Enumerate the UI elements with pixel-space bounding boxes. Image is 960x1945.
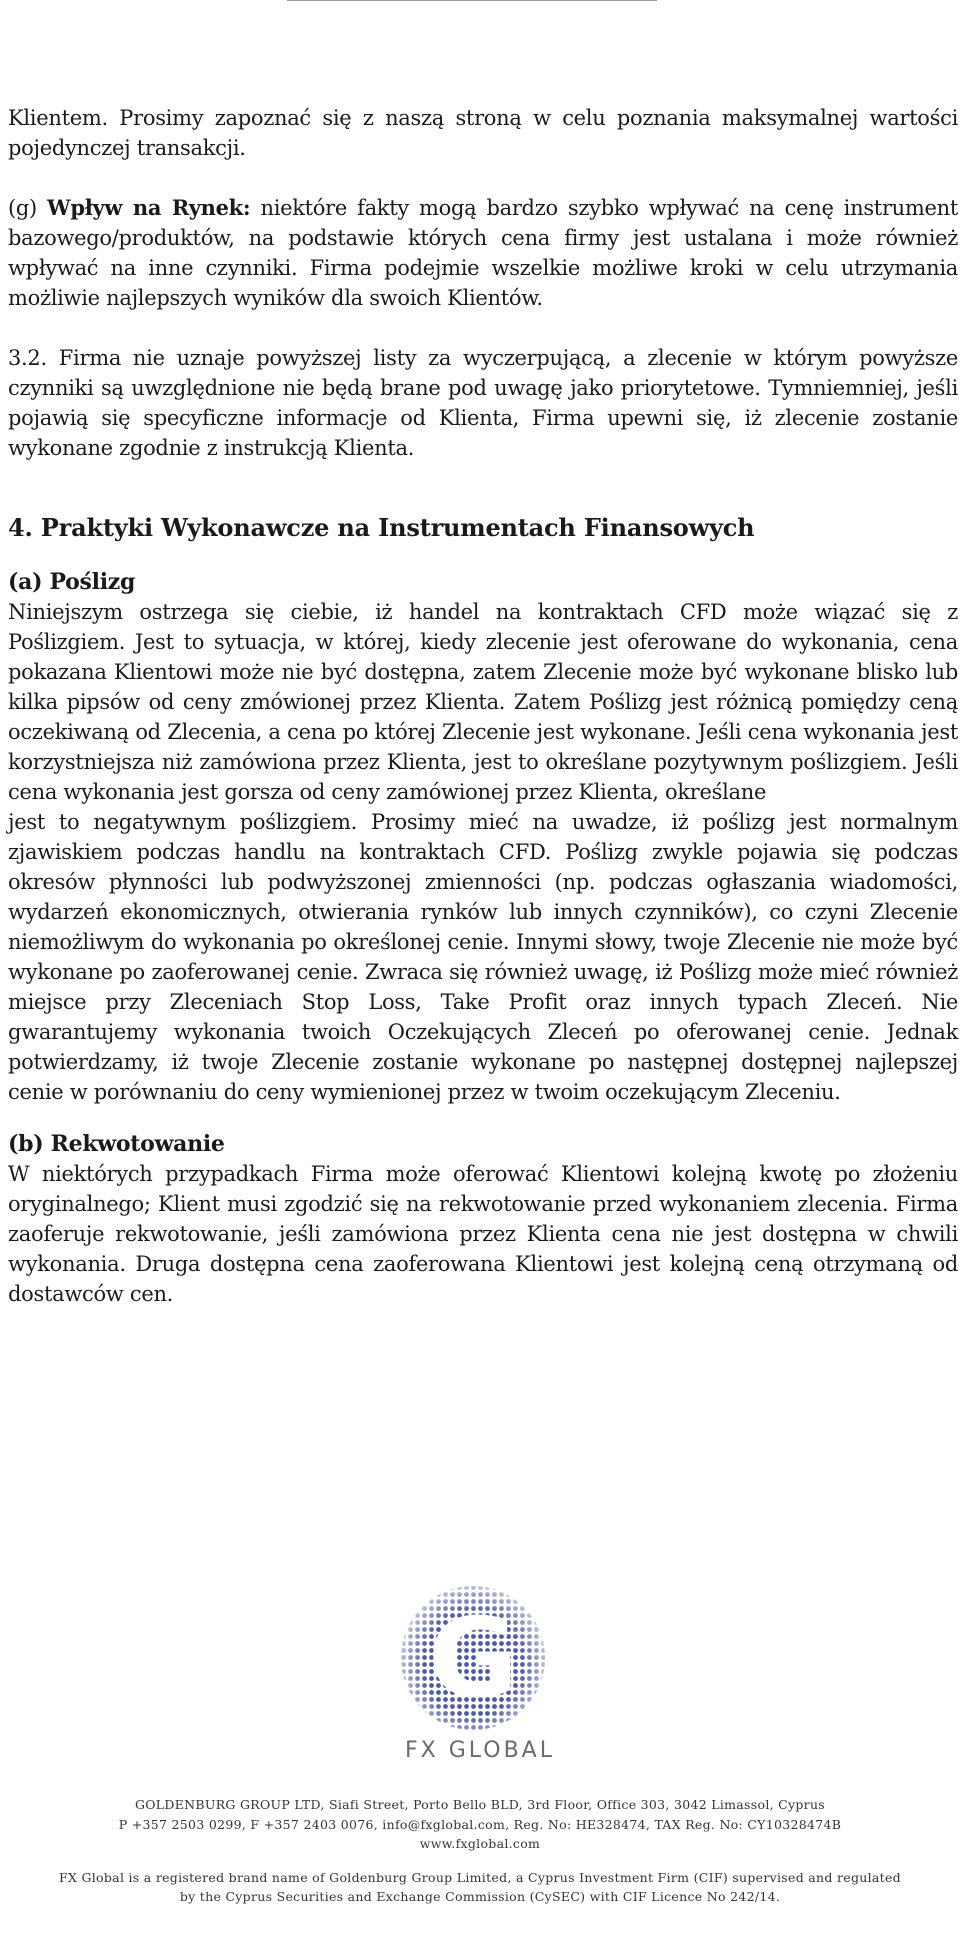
subsection-a-title: (a) Poślizg xyxy=(8,569,136,595)
footer-contact: P +357 2503 0299, F +357 2403 0076, info@fxglobal.com, Reg. No: HE328474, TAX Reg. No: CY10328474B xyxy=(118,1816,842,1832)
footer-regulation-line1: FX Global is a registered brand name of Goldenburg Group Limited, a Cyprus Investment Firm (CIF) supervised and regulated xyxy=(59,1869,901,1885)
footer-address: GOLDENBURG GROUP LTD, Siafi Street, Porto Bello BLD, 3rd Floor, Office 303, 3042 Limassol, Cyprus xyxy=(134,1797,826,1812)
subsection-b-title: (b) Rekwotowanie xyxy=(8,1131,225,1157)
section-4-title: 4. Praktyki Wykonawcze na Instrumentach Finansowych xyxy=(8,513,755,542)
top-rule xyxy=(287,0,657,1)
paragraph-client-continuation: Klientem. Prosimy zapoznać się z naszą stroną w celu poznania maksymalnej wartości pojedynczej transakcji. xyxy=(8,106,958,160)
paragraph-g-text: niektóre fakty mogą bardzo szybko wpływać na cenę instrument bazowego/produktów, na podstawie których cena firmy jest ustalana i może również wpływać na inne czynniki. Firma podejmie wszelkie możliwe kroki w celu utrzymania możliwie najlepszych wyników dla swoich Klientów. xyxy=(8,196,959,310)
paragraph-a-part1: Niniejszym ostrzega się ciebie, iż handel na kontraktach CFD może wiązać się z Poślizgiem. Jest to sytuacja, w której, kiedy zlecenie jest oferowane do wykonania, cena pokazana Klientowi może nie być dostępna, zatem Zlecenie może być wykonane blisko lub kilka pipsów od ceny zmówionej przez Klienta. Zatem Poślizg jest różnicą pomiędzy ceną oczekiwaną od Zlecenia, a cena po której Zlecenie jest wykonane. Jeśli cena wykonania jest korzystniejsza niż zamówiona przez Klienta, jest to określane pozytywnym poślizgiem. Jeśli cena wykonania jest gorsza od ceny zamówionej przez Klienta, określane xyxy=(8,600,958,804)
paragraph-a-part2: jest to negatywnym poślizgiem. Prosimy mieć na uwadze, iż poślizg jest normalnym zjawiskiem podczas handlu na kontraktach CFD. Poślizg zwykle pojawia się podczas okresów płynności lub podwyższonej zmienności (np. podczas ogłaszania wiadomości, wydarzeń ekonomicznych, otwierania rynków lub innych czynników), co czyni Zlecenie niemożliwym do wykonania po określonej cenie. Innymi słowy, twoje Zlecenie nie może być wykonane po zaoferowanej cenie. Zwraca się również uwagę, iż Poślizg może mieć również miejsce przy Zleceniach Stop Loss, Take Profit oraz innych typach Zleceń. Nie gwarantujemy wykonania twoich Oczekujących Zleceń po oferowanej cenie. Jednak potwierdzamy, iż twoje Zlecenie zostanie wykonane po następnej dostępnej najlepszej cenie w porównaniu do ceny wymienionej przez w twoim oczekującym Zleceniu. xyxy=(8,810,958,1104)
document-body xyxy=(8,103,958,1309)
logo-wordmark: FX GLOBAL xyxy=(405,1738,555,1763)
paragraph-g-label: (g) xyxy=(8,196,48,220)
paragraph-g xyxy=(8,193,958,313)
fx-global-logo-icon xyxy=(393,1570,553,1740)
footer-website: www.fxglobal.com xyxy=(419,1836,541,1851)
footer-regulation-line2: by the Cyprus Securities and Exchange Commission (CySEC) with CIF Licence No 242/14. xyxy=(179,1889,781,1904)
page-footer xyxy=(0,1795,960,1907)
paragraph-3-2: 3.2. Firma nie uznaje powyższej listy za wyczerpującą, a zlecenie w którym powyższe czynniki są uwzględnione nie będą brane pod uwagę jako priorytetowe. Tymniemniej, jeśli pojawią się specyficzne informacje od Klienta, Firma upewni się, iż zlecenie zostanie wykonane zgodnie z instrukcją Klienta. xyxy=(8,346,958,460)
logo-letter: G xyxy=(427,1594,519,1722)
paragraph-g-heading: Wpływ na Rynek: xyxy=(47,195,251,220)
paragraph-b: W niektórych przypadkach Firma może oferować Klientowi kolejną kwotę po złożeniu oryginalnego; Klient musi zgodzić się na rekwotowanie przed wykonaniem zlecenia. Firma zaoferuje rekwotowanie, jeśli zamówiona przez Klienta cena nie jest dostępna w chwili wykonania. Druga dostępna cena zaoferowana Klientowi jest kolejną ceną otrzymaną od dostawców cen. xyxy=(8,1162,958,1306)
